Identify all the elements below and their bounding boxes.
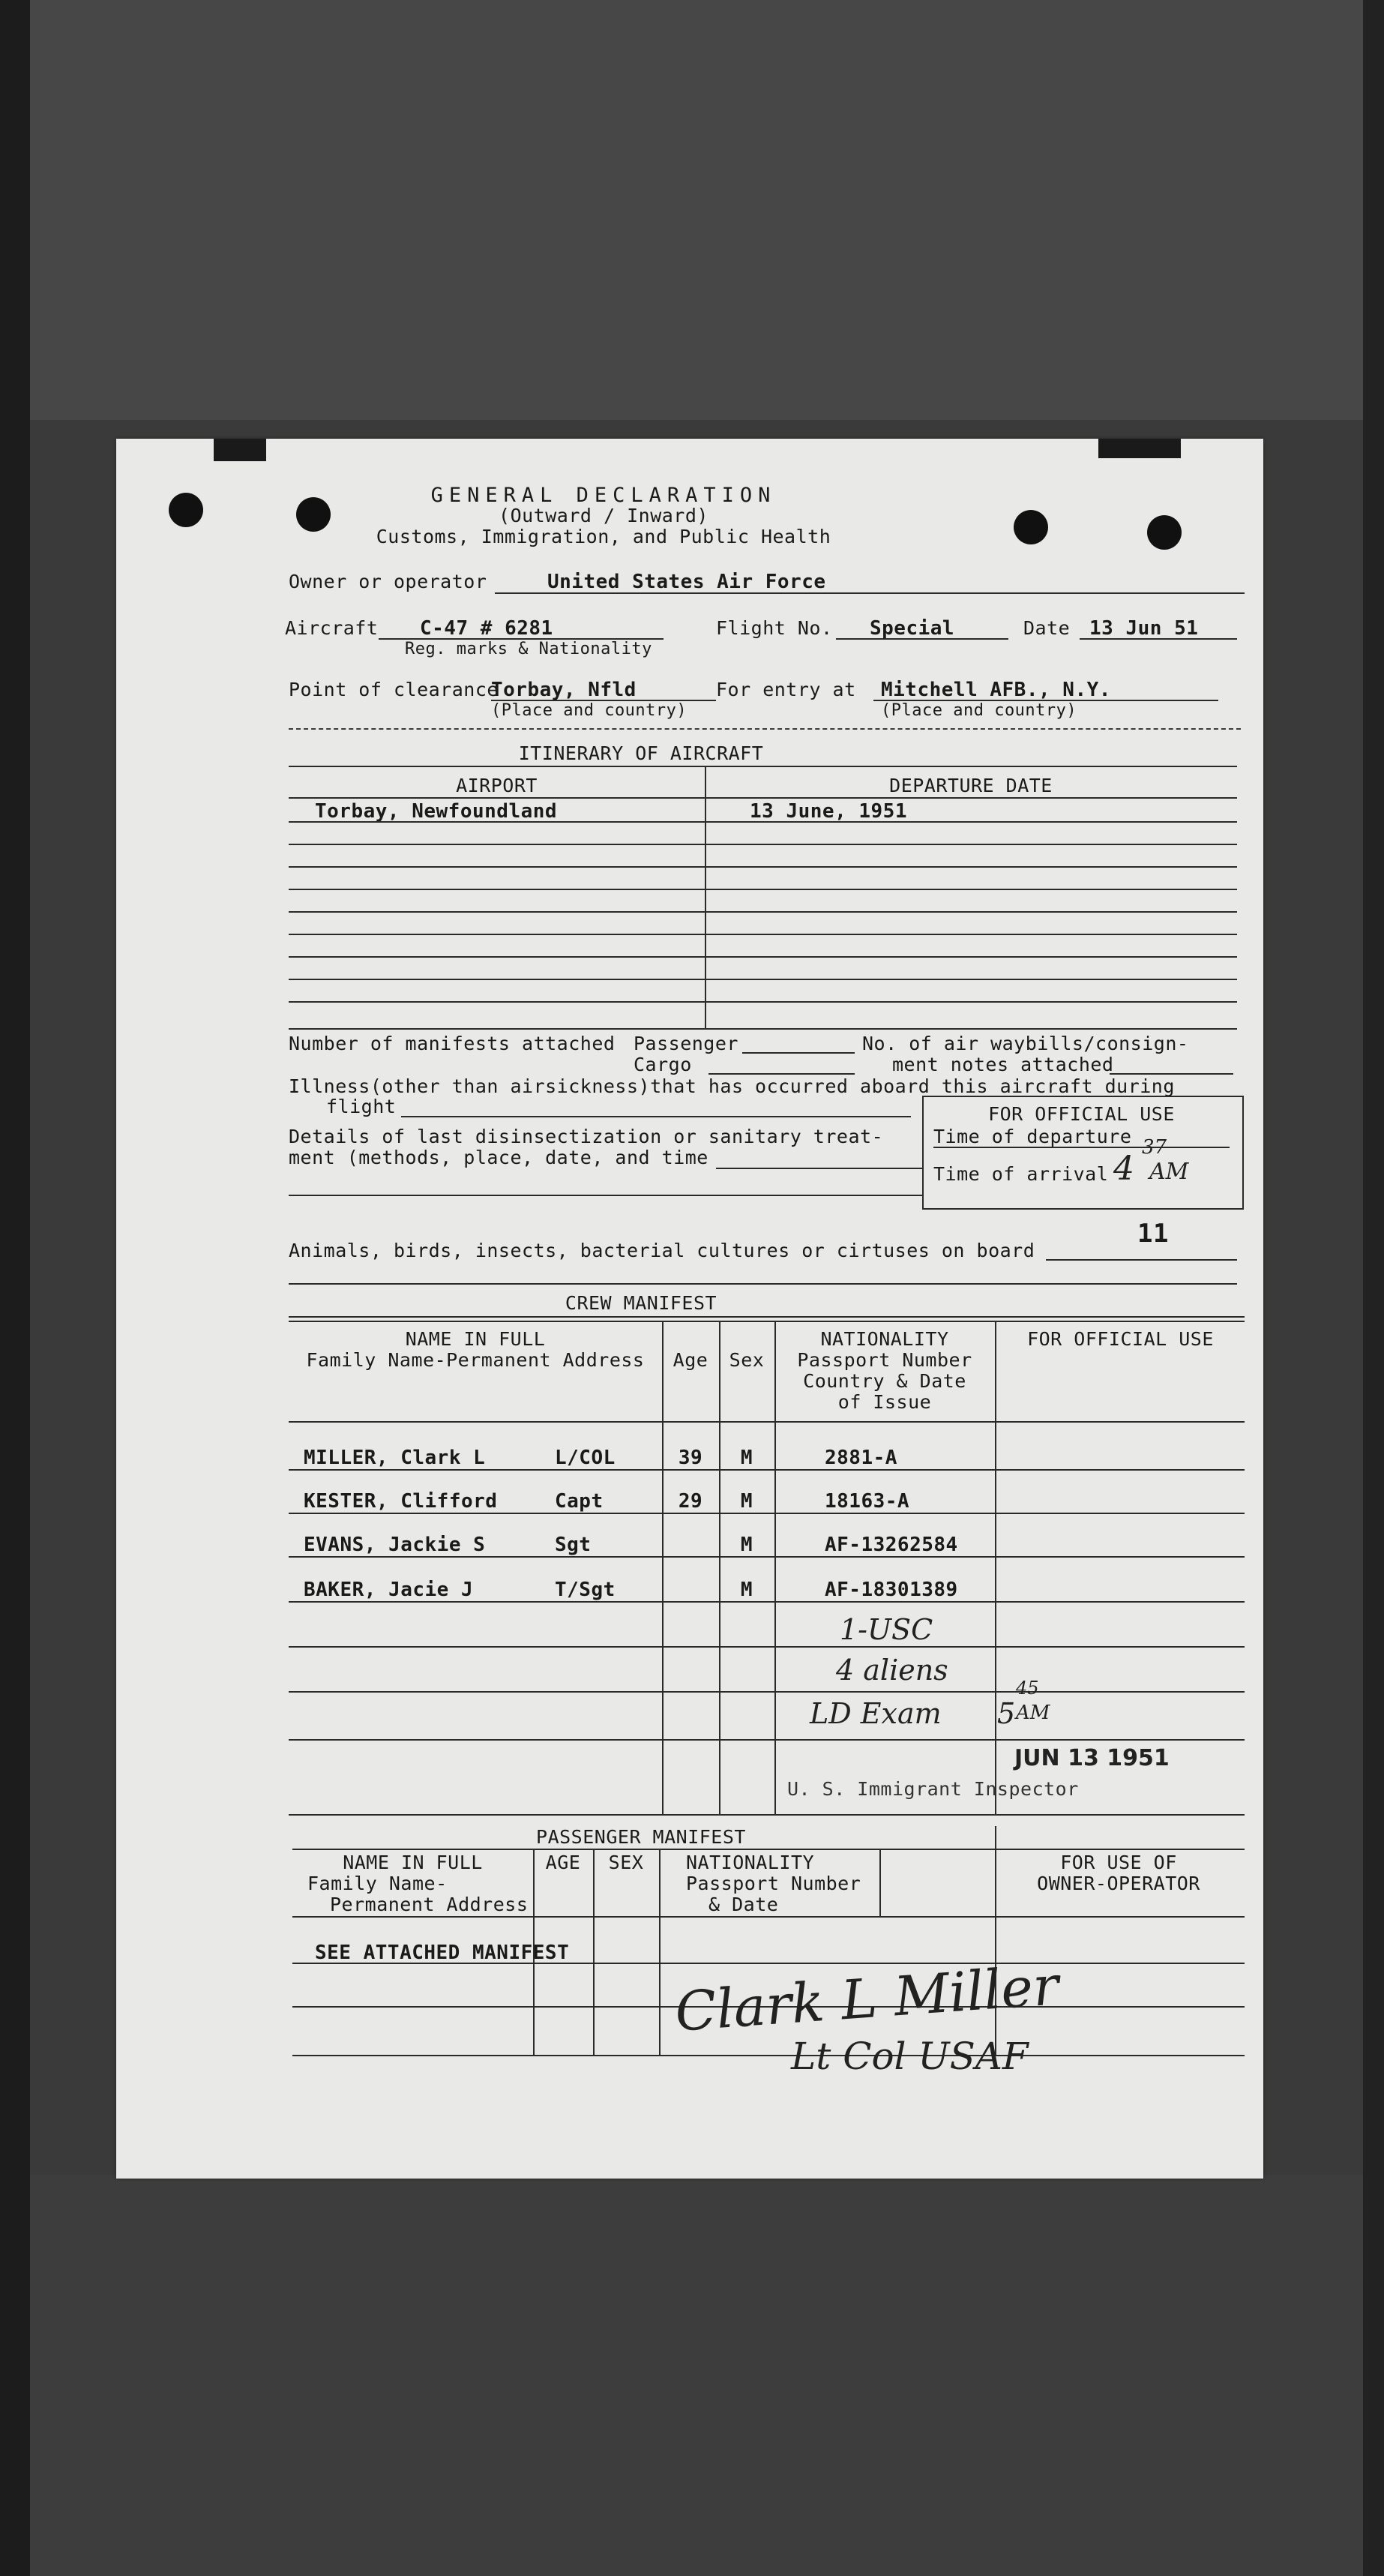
waybills-line [1110, 1073, 1233, 1075]
form-agencies: Customs, Immigration, and Public Health [376, 526, 831, 547]
itinerary-rule [289, 956, 1237, 958]
itinerary-departure: 13 June, 1951 [750, 800, 907, 823]
section-divider [289, 728, 1241, 730]
passenger-col-nat-3: & Date [708, 1894, 779, 1915]
itinerary-rule [289, 866, 1237, 868]
punch-hole [169, 493, 203, 527]
passenger-top-line [292, 1849, 1245, 1850]
date-value: 13 Jun 51 [1089, 617, 1199, 640]
crew-row-rule [289, 1739, 1245, 1741]
manifests-passenger-line [742, 1052, 855, 1054]
crew-col-age: Age [673, 1349, 708, 1371]
time-departure-label: Time of departure [933, 1126, 1132, 1147]
film-background-bottom [30, 2175, 1363, 2576]
crew-rank: Sgt [555, 1534, 592, 1556]
passenger-col-divider [659, 1849, 661, 2055]
disinsect-line-1: Details of last disinsectization or sanitary treat- [289, 1126, 884, 1147]
crew-age: 39 [678, 1447, 703, 1469]
entry-value: Mitchell AFB., N.Y. [881, 679, 1111, 701]
arrival-hour: 4 [1113, 1150, 1134, 1188]
crew-sex: M [740, 1490, 753, 1513]
annotation-citizens: 1-USC [840, 1613, 933, 1646]
clearance-caption: (Place and country) [491, 701, 688, 720]
crew-col-nat-4: of Issue [837, 1391, 932, 1413]
passenger-col-name-2: Family Name- [307, 1873, 448, 1894]
general-declaration-form [116, 439, 1263, 2179]
crew-name: EVANS, Jackie S [304, 1534, 486, 1556]
entry-label: For entry at [716, 679, 856, 700]
immigration-stamp-date: JUN 13 1951 [1014, 1745, 1170, 1771]
itinerary-column-divider [705, 766, 706, 1028]
passenger-bottom-line [292, 2055, 1245, 2056]
passenger-header-rule [292, 1916, 1245, 1918]
crew-sex: M [740, 1534, 753, 1556]
crew-header-rule [289, 1421, 1245, 1423]
film-background-top [30, 0, 1363, 420]
itinerary-bottom-line [289, 1028, 1237, 1030]
arrival-ampm: AM [1149, 1159, 1189, 1185]
arrival-minutes: 37 [1142, 1136, 1167, 1159]
owner-label: Owner or operator [289, 571, 487, 592]
passenger-title: PASSENGER MANIFEST [536, 1826, 746, 1848]
itinerary-rule [289, 979, 1237, 980]
crew-row-rule [289, 1513, 1245, 1514]
crew-row-rule [289, 1691, 1245, 1693]
crew-rank: Capt [555, 1490, 604, 1513]
official-use-title: FOR OFFICIAL USE [988, 1103, 1175, 1125]
animals-count: 11 [1137, 1219, 1169, 1249]
crew-name: BAKER, Jacie J [304, 1579, 474, 1601]
crew-sex: M [740, 1447, 753, 1469]
passenger-col-divider [879, 1849, 881, 1916]
itinerary-rule [289, 889, 1237, 890]
passenger-row-rule [292, 1963, 1245, 1964]
film-edge-left [0, 0, 30, 2576]
passenger-col-owner-1: FOR USE OF [1060, 1852, 1177, 1873]
clearance-value: Torbay, Nfld [491, 679, 637, 701]
crew-title: CREW MANIFEST [565, 1292, 717, 1314]
form-subtitle: (Outward / Inward) [499, 505, 708, 526]
crew-row-rule [289, 1469, 1245, 1471]
signature-title: Lt Col USAF [791, 2035, 1029, 2078]
entry-caption: (Place and country) [881, 701, 1077, 720]
passenger-col-name-3: Permanent Address [330, 1894, 529, 1915]
immigration-stamp-text: U. S. Immigrant Inspector [787, 1778, 1079, 1800]
itinerary-rule [289, 1001, 1237, 1003]
crew-col-nat-2: Passport Number [797, 1349, 972, 1371]
crew-bottom-line [289, 1814, 1245, 1816]
aircraft-label: Aircraft [285, 617, 379, 639]
crew-passport: 18163-A [825, 1490, 910, 1513]
crew-col-name-1: NAME IN FULL [405, 1328, 546, 1350]
annotation-exam-minutes: 45 [1016, 1678, 1039, 1699]
manifests-cargo: Cargo [634, 1054, 692, 1075]
section-divider [289, 1283, 1237, 1285]
clearance-label: Point of clearance [289, 679, 499, 700]
crew-name: KESTER, Clifford [304, 1490, 498, 1513]
crew-sex: M [740, 1579, 753, 1601]
punch-hole [1014, 510, 1048, 544]
passenger-col-age: AGE [545, 1852, 581, 1873]
itinerary-rule [289, 911, 1237, 913]
aircraft-caption: Reg. marks & Nationality [405, 640, 652, 658]
itinerary-title: ITINERARY OF AIRCRAFT [518, 742, 764, 764]
torn-edge [214, 439, 266, 461]
passenger-col-sex: SEX [608, 1852, 644, 1873]
itinerary-top-line [289, 766, 1237, 767]
passenger-col-nat-1: NATIONALITY [686, 1852, 815, 1873]
annotation-exam-hour: 5 [997, 1697, 1016, 1730]
animals-label: Animals, birds, insects, bacterial cultures or cirtuses on board [289, 1240, 1035, 1261]
itinerary-col-departure: DEPARTURE DATE [889, 775, 1053, 796]
crew-row-rule [289, 1601, 1245, 1603]
crew-col-sex: Sex [729, 1349, 765, 1371]
illness-line [401, 1116, 911, 1117]
crew-col-nat-3: Country & Date [803, 1370, 966, 1392]
annotation-exam: LD Exam [810, 1697, 942, 1730]
film-edge-right [1363, 0, 1384, 2576]
form-title: GENERAL DECLARATION [430, 484, 777, 507]
passenger-col-name-1: NAME IN FULL [343, 1852, 483, 1873]
manifests-label: Number of manifests attached [289, 1033, 616, 1054]
manifests-passenger: Passenger [634, 1033, 738, 1054]
crew-passport: 2881-A [825, 1447, 897, 1469]
crew-rank: T/Sgt [555, 1579, 616, 1601]
waybills-label-1: No. of air waybills/consign- [862, 1033, 1189, 1054]
itinerary-airport: Torbay, Newfoundland [315, 800, 558, 823]
itinerary-rule [289, 797, 1237, 799]
crew-col-official: FOR OFFICIAL USE [1027, 1328, 1214, 1350]
crew-top-line [289, 1321, 1245, 1322]
annotation-aliens: 4 aliens [836, 1654, 948, 1687]
crew-age: 29 [678, 1490, 703, 1513]
time-arrival-label: Time of arrival [933, 1163, 1109, 1185]
itinerary-rule [289, 934, 1237, 935]
crew-col-name-2: Family Name-Permanent Address [306, 1349, 645, 1371]
passenger-col-nat-2: Passport Number [686, 1873, 861, 1894]
crew-passport: AF-13262584 [825, 1534, 958, 1556]
animals-line [1046, 1259, 1237, 1261]
flight-value: Special [870, 617, 955, 640]
itinerary-rule [289, 821, 1237, 823]
disinsect-line [716, 1168, 922, 1169]
crew-name: MILLER, Clark L [304, 1447, 486, 1469]
punch-hole [296, 497, 331, 532]
passenger-col-owner-2: OWNER-OPERATOR [1037, 1873, 1200, 1894]
flight-label: Flight No. [716, 617, 833, 639]
disinsect-line-extra [289, 1195, 922, 1196]
crew-col-nat-1: NATIONALITY [820, 1328, 949, 1350]
date-label: Date [1023, 617, 1071, 639]
crew-passport: AF-18301389 [825, 1579, 958, 1601]
torn-edge [1098, 439, 1181, 458]
owner-value: United States Air Force [547, 571, 826, 593]
signature-name: Clark L Miller [673, 1954, 1061, 2044]
illness-line-2: flight [326, 1096, 397, 1117]
passenger-col-divider [593, 1849, 595, 2055]
itinerary-col-airport: AIRPORT [456, 775, 538, 796]
disinsect-line-2: ment (methods, place, date, and time [289, 1147, 708, 1168]
crew-row-rule [289, 1556, 1245, 1558]
punch-hole [1147, 515, 1182, 550]
waybills-label-2: ment notes attached [892, 1054, 1114, 1075]
crew-row-rule [289, 1646, 1245, 1648]
passenger-note: SEE ATTACHED MANIFEST [315, 1942, 570, 1964]
illness-line-1: Illness(other than airsickness)that has occurred aboard this aircraft during [289, 1075, 1175, 1097]
aircraft-value: C-47 # 6281 [420, 617, 553, 640]
manifests-cargo-line [708, 1073, 855, 1075]
time-departure-line [933, 1147, 1230, 1148]
crew-rank: L/COL [555, 1447, 616, 1469]
itinerary-rule [289, 844, 1237, 845]
crew-top-line [289, 1316, 1245, 1318]
annotation-exam-ampm: AM [1016, 1702, 1050, 1724]
